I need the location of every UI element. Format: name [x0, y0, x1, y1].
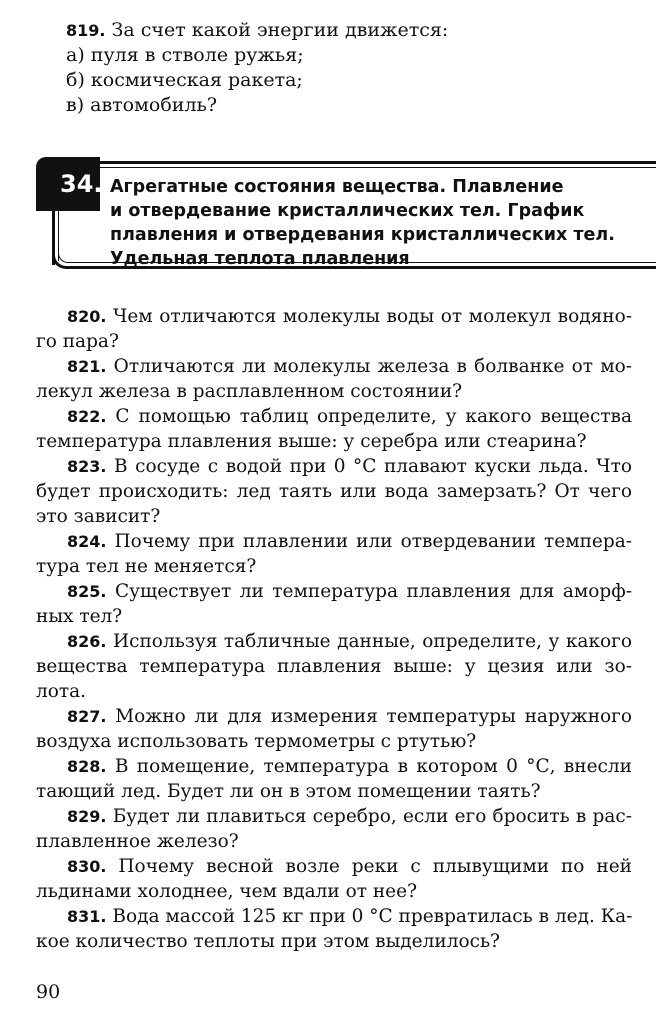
section-number-badge: 34. — [36, 157, 100, 211]
problem-text: лекул железа в расплавленном состоянии? — [36, 381, 463, 402]
problem-text: тура тел не меняется? — [36, 556, 257, 577]
problem-text: Можно ли для измерения температуры наружного — [115, 706, 632, 727]
problem-text: Чем отличаются молекулы воды от молекул водяно- — [113, 306, 632, 327]
problem-827 — [36, 704, 632, 754]
section-title-line: Удельная теплота плавления — [110, 249, 410, 269]
problem-line — [36, 854, 632, 879]
problem-825 — [36, 579, 632, 629]
problem-number: 827. — [67, 707, 107, 726]
problem-number: 822. — [67, 407, 107, 426]
problem-line — [36, 354, 632, 379]
header-rule-top-thin — [100, 167, 656, 168]
problem-819-question — [66, 18, 646, 43]
problem-line — [36, 379, 632, 404]
problem-823 — [36, 454, 632, 529]
problem-819 — [66, 18, 646, 118]
problem-text: За счет какой энергии движется: — [111, 19, 449, 41]
problem-line — [36, 929, 632, 954]
problem-line — [36, 329, 632, 354]
problem-text: В помещение, температура в котором 0 °С, внесли — [114, 756, 632, 777]
section-title-line: Агрегатные состояния вещества. Плавление — [110, 177, 564, 197]
problem-text: тающий лед. Будет ли он в этом помещении таять? — [36, 781, 541, 802]
problem-line — [36, 779, 632, 804]
page-number: 90 — [36, 981, 61, 1003]
problem-line — [36, 429, 632, 454]
problem-text: Будет ли плавиться серебро, если его бросить в рас- — [112, 806, 632, 827]
problem-text: ных тел? — [36, 606, 123, 627]
problem-line — [36, 304, 632, 329]
problem-line — [36, 504, 632, 529]
option-a: а) пуля в стволе ружья; — [66, 44, 304, 66]
problem-820 — [36, 304, 632, 354]
problem-number: 820. — [67, 307, 107, 326]
problem-text: Почему весной возле реки с плывущими по ней — [118, 856, 632, 877]
problem-number: 826. — [67, 632, 107, 651]
problem-text: кое количество теплоты при этом выделилось? — [36, 931, 500, 952]
problem-number: 828. — [67, 757, 107, 776]
problem-text: вещества температура плавления выше: у цезия или зо- — [36, 656, 632, 677]
section-header — [36, 155, 656, 280]
problem-text: льдинами холоднее, чем вдали от нее? — [36, 881, 417, 902]
problem-text: воздуха использовать термометры с ртутью? — [36, 731, 477, 752]
problem-text: Используя табличные данные, определите, у какого — [112, 631, 632, 652]
header-rule-top — [100, 161, 656, 164]
problem-821 — [36, 354, 632, 404]
problem-text: это зависит? — [36, 506, 161, 527]
problem-number: 825. — [67, 582, 107, 601]
problem-text: Отличаются ли молекулы железа в болванке от мо- — [113, 356, 632, 377]
problem-line — [36, 704, 632, 729]
problem-830 — [36, 854, 632, 904]
problem-line — [36, 654, 632, 679]
problem-text: плавленное железо? — [36, 831, 239, 852]
problem-826 — [36, 629, 632, 704]
problem-text: температура плавления выше: у серебра или стеарина? — [36, 431, 587, 452]
option-b: б) космическая ракета; — [66, 69, 303, 91]
problem-824 — [36, 529, 632, 579]
problem-line — [36, 529, 632, 554]
problem-number: 823. — [67, 457, 107, 476]
problem-line — [36, 604, 632, 629]
problem-text: Вода массой 125 кг при 0 °С превратилась в лед. Ка- — [112, 906, 633, 927]
problem-text: Существует ли температура плавления для аморф- — [114, 581, 632, 602]
problem-829 — [36, 804, 632, 854]
problem-line — [36, 829, 632, 854]
problem-line — [36, 729, 632, 754]
problem-line — [36, 454, 632, 479]
problem-text: лота. — [36, 681, 87, 702]
section-title — [110, 175, 650, 271]
problem-number: 824. — [67, 532, 107, 551]
section-title-line: плавления и отвердевания кристаллических тел. — [110, 225, 615, 245]
problem-number: 819. — [66, 21, 106, 40]
problem-number: 831. — [67, 907, 107, 926]
problems-list — [36, 304, 632, 954]
problem-line — [36, 679, 632, 704]
problem-text: будет происходить: лед таять или вода замерзать? От чего — [36, 481, 632, 502]
problem-text: В сосуде с водой при 0 °С плавают куски льда. Что — [114, 456, 632, 477]
problem-number: 821. — [67, 357, 107, 376]
problem-text: го пара? — [36, 331, 119, 352]
problem-line — [36, 404, 632, 429]
problem-828 — [36, 754, 632, 804]
section-title-line: и отвердевание кристаллических тел. График — [110, 201, 585, 221]
problem-number: 829. — [67, 807, 107, 826]
option-c: в) автомобиль? — [66, 94, 218, 116]
problem-line — [36, 754, 632, 779]
problem-line — [36, 479, 632, 504]
problem-line — [36, 904, 632, 929]
problem-line — [36, 579, 632, 604]
problem-line — [36, 804, 632, 829]
problem-text: С помощью таблиц определите, у какого вещества — [115, 406, 632, 427]
problem-line — [36, 554, 632, 579]
problem-line — [36, 629, 632, 654]
problem-text: Почему при плавлении или отвердевании темпера- — [114, 531, 632, 552]
problem-line — [36, 879, 632, 904]
problem-822 — [36, 404, 632, 454]
problem-number: 830. — [67, 857, 107, 876]
problem-831 — [36, 904, 632, 954]
